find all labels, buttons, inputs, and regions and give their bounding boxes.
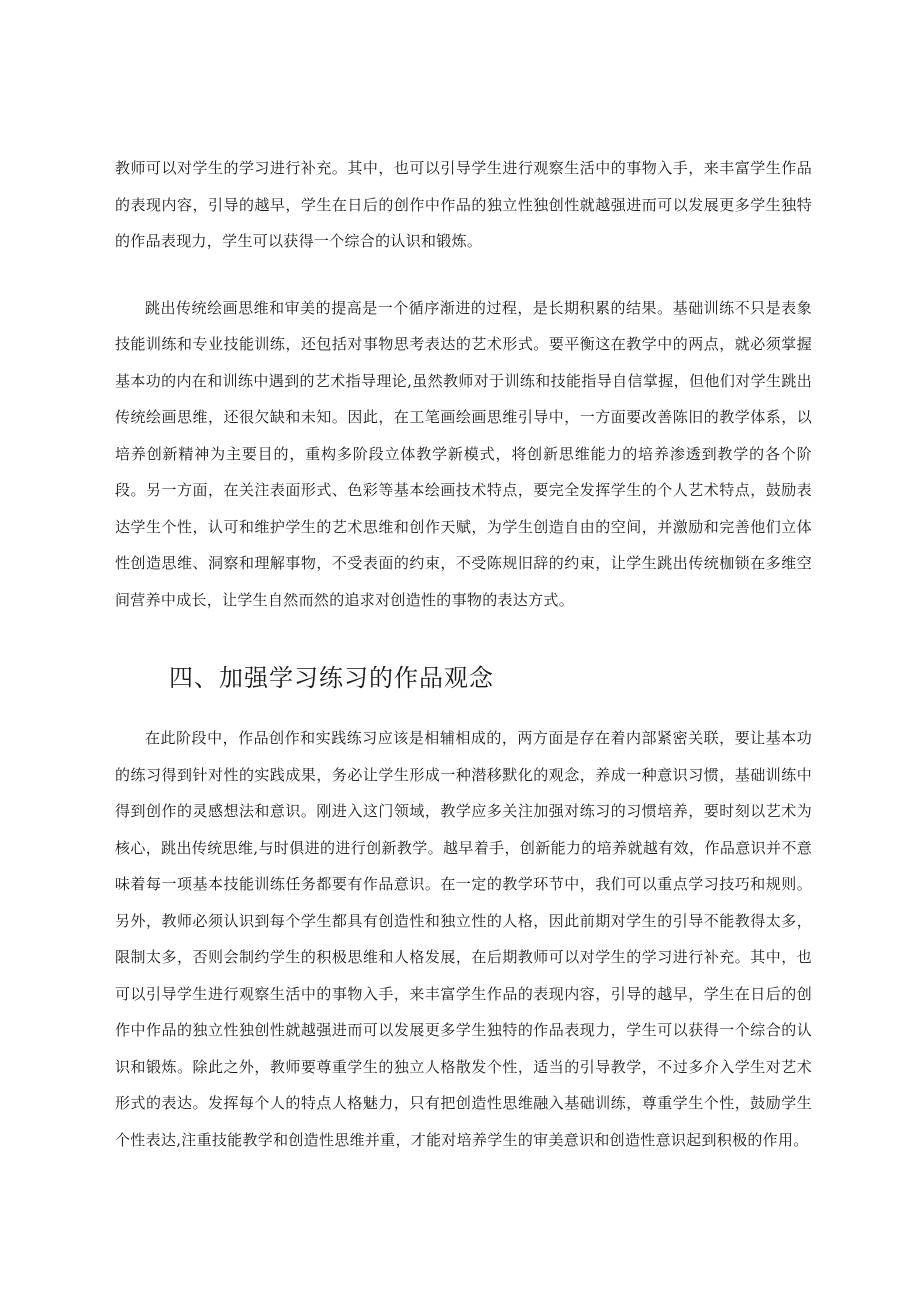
paragraph-gap [115, 260, 812, 290]
paragraph-creative-thinking: 跳出传统绘画思维和审美的提高是一个循序渐进的过程，是长期积累的结果。基础训练不只是表象技能训练和专业技能训练，还包括对事物思考表达的艺术形式。要平衡这在教学中的两点，就必须掌握基本功的内在和训练中遇到的艺术指导理论,虽然教师对于训练和技能指导自信掌握，但他们对学生跳出传统绘画思维，还很欠缺和未知。因此，在工笔画绘画思维引导中，一方面要改善陈旧的教学体系，以培养创新精神为主要目的，重构多阶段立体教学新模式，将创新思维能力的培养渗透到教学的各个阶段。另一方面，在关注表面形式、色彩等基本绘画技术特点，要完全发挥学生的个人艺术特点，鼓励表达学生个性，认可和维护学生的艺术思维和创作天赋，为学生创造自由的空间，并激励和完善他们立体性创造思维、洞察和理解事物，不受表面的约束，不受陈规旧辞的约束，让学生跳出传统枷锁在多维空间营养中成长，让学生自然而然的追求对创造性的事物的表达方式。 [115, 298, 812, 609]
paragraph-gap [115, 618, 812, 648]
paragraph-continuation: 教师可以对学生的学习进行补充。其中，也可以引导学生进行观察生活中的事物入手，来丰富学生作品的表现内容，引导的越早，学生在日后的创作中作品的独立性独创性就越强进而可以发展更多学生独特的作品表现力，学生可以获得一个综合的认识和锻炼。 [115, 159, 812, 250]
section-heading: 四、加强学习练习的作品观念 [169, 664, 494, 692]
document-page [115, 150, 812, 1158]
paragraph-work-concept: 在此阶段中，作品创作和实践练习应该是相辅相成的，两方面是存在着内部紧密关联，要让基本功的练习得到针对性的实践成果，务必让学生形成一种潜移默化的观念，养成一种意识习惯，基础训练中得到创作的灵感想法和意识。刚进入这门领域，教学应多关注加强对练习的习惯培养，要时刻以艺术为核心，跳出传统思维,与时俱进的进行创新教学。越早着手，创新能力的培养就越有效，作品意识并不意味着每一项基本技能训练任务都要有作品意识。在一定的教学环节中，我们可以重点学习技巧和规则。另外，教师必须认识到每个学生都具有创造性和独立性的人格，因此前期对学生的引导不能教得太多，限制太多，否则会制约学生的积极思维和人格发展，在后期教师可以对学生的学习进行补充。其中，也可以引导学生进行观察生活中的事物入手，来丰富学生作品的表现内容，引导的越早，学生在日后的创作中作品的独立性独创性就越强进而可以发展更多学生独特的作品表现力，学生可以获得一个综合的认识和锻炼。除此之外，教师要尊重学生的独立人格散发个性，适当的引导教学，不过多介入学生对艺术形式的表达。发挥每个人的特点人格魅力，只有把创造性思维融入基础训练，尊重学生个性，鼓励学生个性表达,注重技能教学和创造性思维并重，才能对培养学生的审美意识和创造性意识起到积极的作用。 [115, 729, 812, 1149]
